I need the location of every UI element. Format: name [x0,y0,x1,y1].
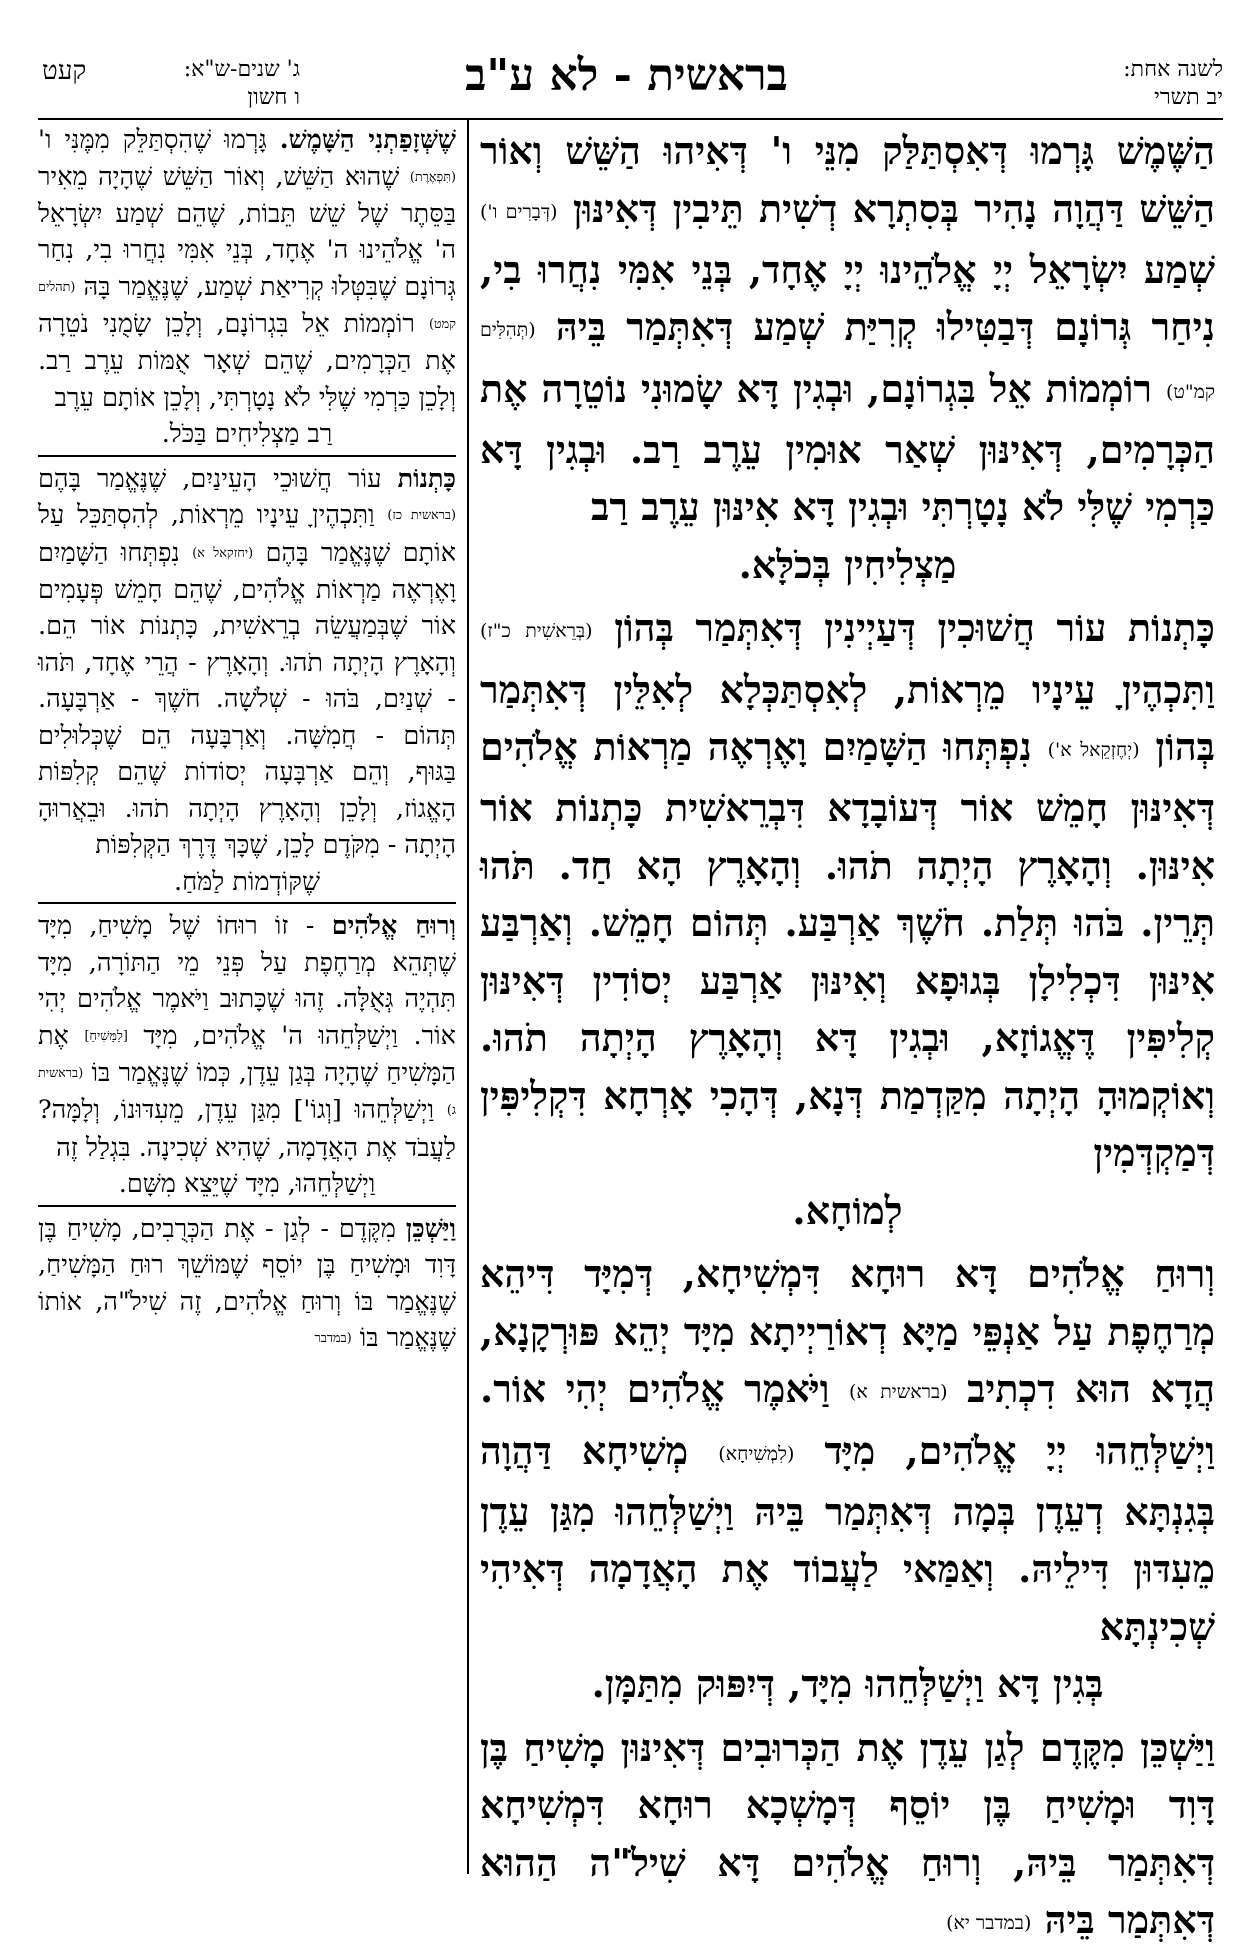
commentary-column [38,122,456,1872]
schedule-label-3y: ג' שנים-ש"א: [183,57,300,82]
commentary-paragraph-4: וַיַּשְׁכֵּן מִקֶּדֶם - לְגַן - אֶת הַכְּרֻבִים, מָשִׁיחַ בֶּן דָּוִד וּמָשִׁיחַ בֶּן יוֹסֵף שֶׁמּוֹשֵׁךְ רוּחַ הַמָּשִׁיחַ, שֶׁנֶּאֱמַר בּוֹ וְרוּחַ אֱלֹהִים, זֶה שִׁילֹ"ה, אוֹתוֹ שֶׁנֶּאֱמַר בּוֹ (במדבר [38,1213,457,1353]
source-reference: (בראשית ג) [38,1065,456,1118]
schedule-label: לשנה אחת: [1123,57,1223,82]
commentary-divider [38,1205,456,1207]
main-paragraph-4: וַיַּשְׁכֵּן מִקֶּדֶם לְגַן עֵדֶן אֶת הַכְּרוּבִים דְּאִינּוּן מָשִׁיחַ בֶּן דָּוִד וּמָשִׁיחַ בֶּן יוֹסֵף דְּמָשְׁכָא רוּחָא דִּמְשִׁיחָא דְּאִתְּמַר בֵּיהּ, וְרוּחַ אֱלֹהִים דָּא שִׁילֹ"ה הַהוּא דְּאִתְּמַר בֵּיהּ (במדבר יא) [480,1724,1215,1943]
schedule-date: יב תשרי [1154,85,1223,110]
commentary-divider [38,455,456,457]
source-reference: (יְחֶזְקֵאל א') [1047,738,1140,761]
commentary-paragraph-1-end: רַב מַצְלִיחִים בַּכֹּל. [161,419,333,450]
source-reference: (בְּרֵאשִׁית כ"ז) [480,620,593,642]
main-paragraph-3-end: בְּגִין דָּא וַיְשַׁלְּחֵהוּ מִיָּד, דְּיִפּוּק מִתַּמָּן. [591,1661,1104,1707]
source-reference: (תהלים קמט) [38,279,457,332]
commentary-paragraph-2-end: שֶׁקּוֹדְמוֹת לַמֹּחַ. [173,866,321,897]
source-reference: (תִּפְאֶרֶת) [409,169,456,185]
commentary-lead-word: שֶׁשְּׁזָפַתְנִי הַשָּׁמֶשׁ. [279,125,456,155]
main-paragraph-2: כָּתְנוֹת עוֹר חֲשׁוּכִין דְּעַיְינִין דְּאִתְּמַר בְּהוֹן (בְּרֵאשִׁית כ"ז) וַתִּכְהֶיןָ עֵינָיו מֵרְאוֹת, לְאִסְתַּכְּלָא לְאִלֵּין דְּאִתְּמַר בְּהוֹן (יְחֶזְקֵאל א') נִפְתְּחוּ הַשָּׁמַיִם וָאֶרְאֶה מַרְאוֹת אֱלֹהִים דְּאִינּוּן חָמֵשׁ אוֹר דְּעוֹבָדָא דִּבְרֵאשִׁית כָּתְנוֹת אוֹר אִינּוּן. וְהָאָרֶץ הָיְתָה תֹהוּ. וְהָאָרֶץ הָא חַד. תֹּהוּ תְּרֵין. בֹּהוּ תְּלַת. חֹשֶׁךְ אַרְבַּע. תְּהוֹם חָמֵשׁ. וְאַרְבַּע אִינּוּן דִּכְלִילָן בְּגוּפָא וְאִינּוּן אַרְבַּע יְסוֹדִין דְּאִינּוּן קְלִיפִּין דֶּאֱגוֹזָא, וּבְגִין דָּא וְהָאָרֶץ הָיְתָה תֹהוּ. וְאוֹקְמוּהָ הָיְתָה מִקַּדְמַת דְּנָא, דְּהָכִי אָרְחָא דִּקְלִיפִּין דְּמַקְדְּמִין [480,605,1216,1176]
source-reference: (יחזקאל א) [192,545,254,561]
source-reference: (לִמְשִׁיחָא) [718,1442,795,1465]
source-reference: [לַמָּשִׁיחַ] [84,1028,128,1044]
main-paragraph-1: הַשֶּׁמֶשׁ גָּרְמוּ דְּאִסְתַּלַּק מִנֵּי ו' דְּאִיהוּ הַשֵּׁשׁ וְאוֹר הַשֵּׁשׁ דַּהֲוָה נָהִיר בְּסִתְרָא דְשִׁית תֵּיבִין דְּאִינּוּן (דְּבָרִים ו') שְׁמַע יִשְׂרָאֵל יְיָ אֱלֹהֵינוּ יְיָ אֶחָד, בְּנֵי אִמִּי נִחֲרוּ בִי, נִיחַר גְּרוֹנָם דְּבַטִּילוּ קְרִיַּת שְׁמַע דְּאִתְּמַר בֵּיהּ (תְּהִלִּים קמ"ט) רוֹמְמוֹת אֵל בִּגְרוֹנָם, וּבְגִין דָּא שָׂמוּנִי נוֹטֵרָה אֶת הַכְּרָמִים, דְּאִינּוּן שְׁאַר אוּמִין עֵרֶב רַב. וּבְגִין דָּא כַּרְמִי שֶׁלִּי לֹא נָטָרְתִּי וּבְגִין דָּא אִינּוּן עֵרֶב רַב [480,128,1215,530]
page-title: בראשית - לא ע"ב [465,50,788,101]
source-reference: (בראשית כז) [387,508,457,523]
commentary-paragraph-3-end: וַיְשַׁלְּחֵהוּ, מִיָּד שֶׁיֵּצֵא מִשָּׁם. [118,1169,376,1199]
main-paragraph-3: וְרוּחַ אֱלֹהִים דָּא רוּחָא דִּמְשִׁיחָא, דְּמִיָּד דִּיהֵא מְרַחֶפֶת עַל אַנְפֵּי מַיָּא דְאוֹרַיְיתָא מִיָּד יְהֵא פּוּרְקָנָא, הֲדָא הוּא דִכְתִיב (בראשית א) וַיֹּאמֶר אֱלֹהִים יְהִי אוֹר. וַיְשַׁלְּחֵהוּ יְיָ אֱלֹהִים, מִיָּד (לִמְשִׁיחָא) מְשִׁיחָא דַּהֲוָה בְּגִנְתָּא דְעֵדֶן בְּמָה דְּאִתְּמַר בֵּיהּ וַיְשַׁלְּחֵהוּ מִגַּן עֵדֶן מֵעִדּוּן דִּילֵיהּ. וְאַמַּאי לַעֲבוֹד אֶת הָאֲדָמָה דְּאִיהִי שְׁכִינְתָּא [480,1251,1216,1649]
commentary-lead-word: כָּתְנוֹת [397,463,456,494]
column-divider [467,118,469,1874]
source-reference: (במדבר [314,1330,352,1346]
source-reference: (דְּבָרִים ו') [480,200,558,223]
commentary-divider [38,902,456,904]
source-reference: (תְּהִלִּים קמ"ט) [480,319,1215,403]
commentary-lead-word: וַיַּשְׁכֵּן [405,1213,457,1244]
main-paragraph-2-end: לְמוֹחָא. [792,1187,903,1233]
main-text-column [480,122,1216,1943]
commentary-paragraph-3: וְרוּחַ אֱלֹהִים - זוֹ רוּחוֹ שֶׁל מָשִׁיחַ, מִיָּד שֶׁתְּהֵא מְרַחֶפֶת עַל פְּנֵי מֵי הַתּוֹרָה, מִיָּד תִּהְיֶה גְּאֻלָּה. זֶהוּ שֶׁכָּתוּב וַיֹּאמֶר אֱלֹהִים יְהִי אוֹר. וַיְשַׁלְּחֵהוּ ה' אֱלֹהִים, מִיָּד [לַמָּשִׁיחַ] אֶת הַמָּשִׁיחַ שֶׁהָיָה בְּגַן עֵדֶן, כְּמוֹ שֶׁנֶּאֱמַר בּוֹ (בראשית ג) וַיְשַׁלְּחֵהוּ [וְגוֹ'] מִגַּן עֵדֶן, מֵעִדּוּנוֹ, וְלָמָּה? לַעֲבֹד אֶת הָאֲדָמָה, שֶׁהִיא שְׁכִינָה. בִּגְלַל זֶה [38,911,456,1163]
source-reference: (בראשית א) [849,1381,948,1403]
commentary-lead-word: וְרוּחַ אֱלֹהִים [331,911,456,942]
commentary-paragraph-2: כָּתְנוֹת עוֹר חֲשׁוּכֵי הָעֵינַיִם, שֶׁנֶּאֱמַר בָּהֶם (בראשית כז) וַתִּכְהֶיןָ עֵינָיו מֵרְאוֹת, לְהִסְתַּכֵּל עַל אוֹתָם שֶׁנֶּאֱמַר בָּהֶם (יחזקאל א) נִפְתְּחוּ הַשָּׁמַיִם וָאֶרְאֶה מַרְאוֹת אֱלֹהִים, שֶׁהֵם חָמֵשׁ פְּעָמִים אוֹר שֶׁבְּמַעֲשֵׂה בְרֵאשִׁית, כָּתְנוֹת אוֹר הֵם. וְהָאָרֶץ הָיְתָה תֹהוּ. וְהָאָרֶץ - הֲרֵי אֶחָד, תֹּהוּ - שְׁנַיִם, בֹּהוּ - שְׁלֹשָׁה. חֹשֶׁךְ - אַרְבָּעָה. תְּהוֹם - חֲמִשָּׁה. וְאַרְבָּעָה הֵם שֶׁכְּלוּלִים בַּגּוּף, וְהֵם אַרְבָּעָה יְסוֹדוֹת שֶׁהֵם קְלִפּוֹת הָאֱגוֹז, וְלָכֵן וְהָאָרֶץ הָיְתָה תֹהוּ. וּבֵאֲרוּהָ הָיְתָה - מִקֹּדֶם לָכֵן, שֶׁכָּךְ דֶּרֶךְ הַקְּלִפּוֹת [38,463,457,861]
source-reference: (במדבר יא) [946,1912,1032,1934]
page-header [0,0,1253,112]
main-paragraph-1-end: מַצְלִיחִין בְּכֹלָּא. [738,541,957,587]
reading-schedule-three-years [150,56,300,112]
page-number: קעט [42,56,87,86]
schedule-date-3y: ו חשון [247,85,300,110]
header-divider [38,118,1223,120]
commentary-paragraph-1: שֶׁשְּׁזָפַתְנִי הַשָּׁמֶשׁ. גָּרְמוּ שֶׁהִסְתַּלֵּק מִמֶּנִּי ו' (תִּפְאֶרֶת) שֶׁהוּא הַשֵּׁשׁ, וְאוֹר הַשֵּׁשׁ שֶׁהָיָה מֵאִיר בַּסֵּתֶר שֶׁל שֵׁשׁ תֵּבוֹת, שֶׁהֵם שְׁמַע יִשְׂרָאֵל ה' אֱלֹהֵינוּ ה' אֶחָד, בְּנֵי אִמִּי נִחֲרוּ בִי, נִחַר גְּרוֹנָם שֶׁבִּטְּלוּ קְרִיאַת שְׁמַע, שֶׁנֶּאֱמַר בָּהּ (תהלים קמט) רוֹמְמוֹת אֵל בִּגְרוֹנָם, וְלָכֵן שָׂמֻנִי נֹטֵרָה אֶת הַכְּרָמִים, שֶׁהֵם שְׁאָר אֻמּוֹת עֵרֶב רַב. וְלָכֵן כַּרְמִי שֶׁלִּי לֹא נָטָרְתִּי, וְלָכֵן אוֹתָם עֵרֶב [38,125,457,413]
